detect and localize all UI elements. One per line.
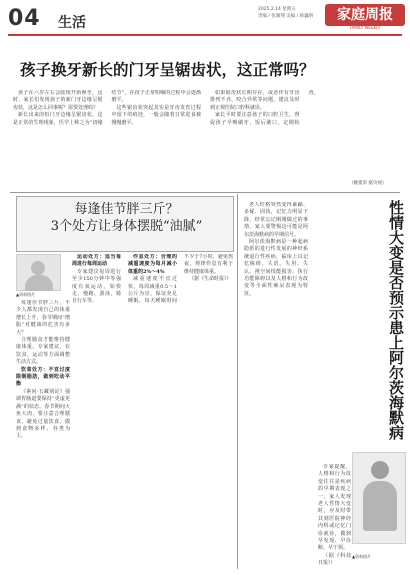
- article2-paragraph: 专家建议每周进行至少150分钟中等强度有氧运动，如快走、慢跑、游泳、骑自行车等。: [72, 268, 121, 305]
- article1-headline: 孩子换牙新长的门牙呈锯齿状，这正常吗？: [20, 61, 315, 79]
- header-rule: [8, 34, 402, 36]
- article1-paragraph: 家长平时要注意孩子的口腔卫生，督促孩子早晚刷牙，饭后漱口，定期检查。: [210, 90, 319, 126]
- issue-date: 2025.2.14 星期五 责编 / 张翼翔 美编 / 韩巍明: [258, 7, 314, 19]
- article3-photo: [352, 452, 406, 544]
- article3-body-continued: [318, 464, 351, 570]
- article2-paragraph: 合理膳食才能维持健康体重。专家建议，在饮食、运动等方面调整生活方式。: [16, 337, 70, 366]
- masthead-logo-en: FAMILY WEEKLY: [349, 25, 381, 30]
- article1-paragraph: 孩子在六岁左右会陆续开始换牙，这时，家长们发现孩子的新门牙边缘呈锯齿状，这是怎么回事呢？需要处理吗？: [13, 90, 103, 111]
- article2-photo: [16, 254, 61, 291]
- article2-byline: （据《生命时报》）: [189, 276, 232, 283]
- article2-photo-caption: ▲资料图片: [16, 292, 36, 297]
- section-name: 生活: [58, 15, 86, 31]
- page-number: 04: [8, 6, 41, 31]
- page-header: [0, 0, 410, 38]
- article1-paragraph: 如果锯齿状长期存在，或者伴有牙齿排列不齐、咬合异常等问题，建议及时到正规医院口腔科就诊。: [210, 90, 300, 111]
- article2-body-left: [16, 300, 70, 570]
- article3-paragraph: 阿尔茨海默病是一种起病隐匿的进行性发展的神经系统退行性疾病，临床上以记忆障碍、失语、失用、失认、视空间技能损害、执行功能障碍以及人格和行为改变等全面性痴呆表现为特征。: [244, 239, 308, 297]
- article3-paragraph: 老人性格突然变得暴躁、多疑、固执，记忆力明显下降，经常忘记刚刚做过的事情，家人要警惕这可能是阿尔茨海默病的早期信号。: [244, 202, 308, 238]
- article1-paragraph: 新长出来的恒门牙边缘呈锯齿状，这是正常的生理现象，医学上称之为“切缘结节”，在孩子正常咀嚼的过程中会逐渐磨平。: [13, 90, 201, 126]
- article2-subhead: 作息处方：合理的减重速度为每月减小体重的2%～4%: [128, 254, 177, 275]
- article2-paragraph: 《素问·五藏别论》强调胃肠道要保持“更虚更满”的状态。春节期间大鱼大肉，要注意合理膳食，避免过量饮食，做到食物多样、谷类为主。: [16, 388, 70, 440]
- article3-byline: （据《科技日报》）: [318, 552, 351, 567]
- article1-paragraph: 这些锯齿状突起其实是牙齿发育过程中留下的痕迹，一般会随着日常进食被慢慢磨平。: [111, 104, 201, 126]
- article3-headline: 性情大变是否预示患上阿尔茨海默病: [387, 200, 405, 440]
- person-silhouette-icon: [31, 261, 45, 275]
- article3-photo-caption: ▲资料图片: [352, 554, 372, 559]
- article1-body: [13, 90, 398, 185]
- elderly-head-icon: [371, 461, 389, 479]
- masthead-logo: 家庭周报: [325, 4, 405, 26]
- person-body-icon: [25, 275, 53, 291]
- article2-paragraph: 减重速度不宜过快，每周减重0.5～1公斤为宜。保证充足睡眠，每天睡眠时间不少于7小时，避免熬夜，规律作息有利于维持健康体重。: [128, 254, 233, 305]
- article2-subhead: 饮食处方：不宜过度限制脂肪，做到吃动平衡: [16, 366, 70, 388]
- section-divider-horizontal: [10, 192, 400, 193]
- article2-paragraph: 每逢佳节胖三斤，不少人都发现自己的体重增长上升，春节期间“增脂”对健康的危害有多大？: [16, 300, 70, 336]
- article1-byline: （婉菱荣 据央视）: [349, 181, 387, 186]
- section-divider-vertical: [237, 194, 238, 569]
- article3-body: [244, 202, 308, 570]
- elderly-body-icon: [363, 481, 397, 531]
- article3-paragraph: 专家提醒，人格和行为改变往往是疾病的早期表现之一，家人发现老人性情大变时，应及时带其到医院神经内科或记忆门诊就诊，做到早发现、早诊断、早干预。: [318, 464, 351, 552]
- article2-body-right: [72, 254, 233, 570]
- article2-subhead: 运动处方：适当每周进行每周运动: [72, 254, 121, 268]
- article2-headline: 每逢佳节胖三斤？ 3个处方让身体摆脱“油腻”: [50, 202, 203, 234]
